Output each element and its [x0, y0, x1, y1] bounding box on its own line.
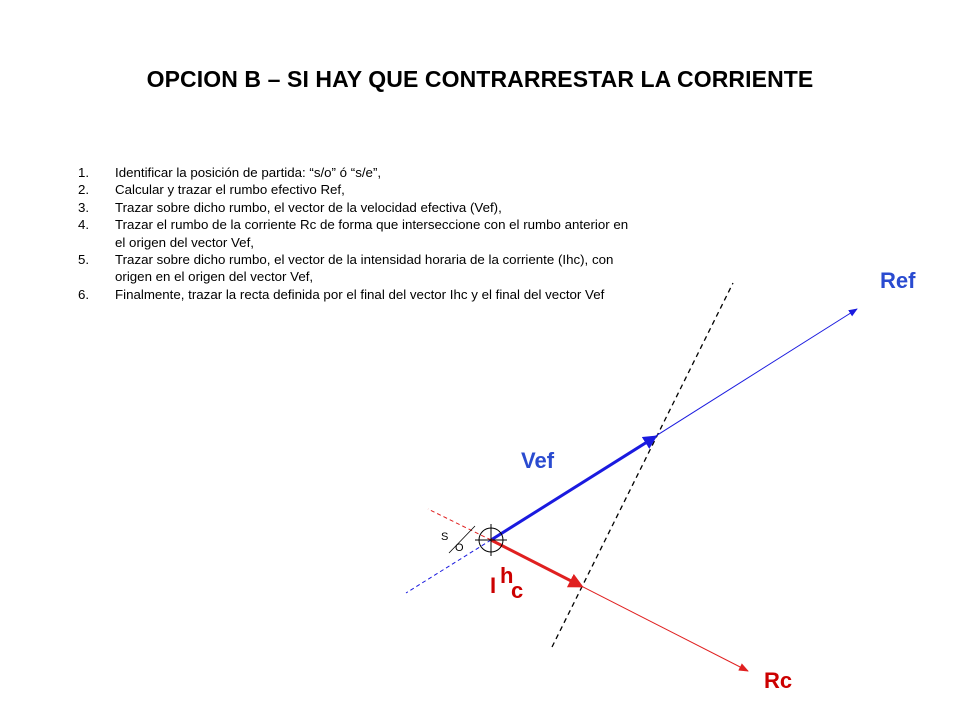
position-symbol [475, 524, 507, 556]
label-ihc-main: I [490, 573, 497, 598]
step-text: Trazar sobre dicho rumbo, el vector de la velocidad efectiva (Vef), [115, 199, 502, 215]
label-rc: Rc [764, 668, 793, 693]
label-s: S [441, 531, 449, 543]
step-number: 6. [78, 286, 90, 302]
label-ref: Ref [880, 268, 916, 293]
step-text: Trazar el rumbo de la corriente Rc de forma que interseccione con el rumbo anterior en el origen del vector Vef, [115, 217, 629, 250]
step-number: 4. [78, 217, 90, 233]
label-o: O [455, 542, 464, 554]
step-text: Calcular y trazar el rumbo efectivo Ref, [115, 182, 345, 198]
step-number: 2. [78, 182, 90, 198]
label-vef: Vef [521, 448, 555, 473]
step-number: 1. [78, 165, 90, 180]
step-text: Trazar sobre dicho rumbo, el vector de la intensidad horaria de la corriente (Ihc), con origen en el origen del vector Vef, [115, 252, 614, 285]
rc-back-extension [428, 509, 491, 540]
page-title: OPCION B – SI HAY QUE CONTRARRESTAR LA CORRIENTE [146, 66, 814, 92]
closing-dashed-line [552, 283, 733, 647]
label-ihc-sub: c [511, 578, 524, 603]
label-ihc [490, 563, 523, 603]
ref-back-extension [406, 540, 491, 593]
step-text: Identificar la posición de partida: “s/o” ó “s/e”, [115, 165, 382, 180]
vef-vector [491, 437, 655, 540]
label-ihc-sup: h [500, 563, 514, 588]
step-number: 5. [78, 252, 90, 268]
step-text: Finalmente, trazar la recta definida por el final del vector Ihc y el final del vector Vef [115, 286, 605, 302]
step-number: 3. [78, 199, 90, 215]
